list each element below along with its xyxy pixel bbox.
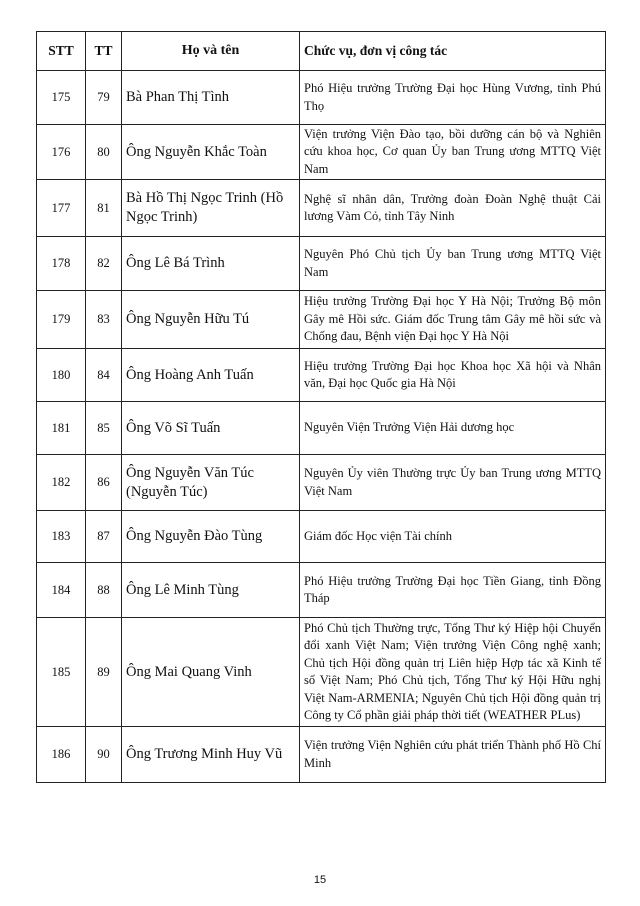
cell-tt: 83 (86, 291, 122, 349)
cell-role: Phó Chủ tịch Thường trực, Tổng Thư ký Hiệp hội Chuyển đổi xanh Việt Nam; Viện trưởng Viện Công nghệ xanh; Chủ tịch Hội đồng quản trị Liên hiệp Hợp tác xã Kinh tế số Việt Nam; Phó Chủ tịch, Tổng Thư ký Hội Hữu nghị Việt Nam-ARMENIA; Nguyên Chủ tịch Hội đồng quản trị Công ty Cổ phần giải pháp thời tiết (WEATHER PLus) (300, 618, 606, 727)
cell-name: Bà Hồ Thị Ngọc Trinh (Hồ Ngọc Trinh) (122, 180, 300, 237)
cell-stt: 175 (37, 71, 86, 125)
cell-name: Ông Nguyễn Khắc Toàn (122, 125, 300, 180)
table-row (37, 349, 606, 402)
cell-stt: 185 (37, 618, 86, 727)
table-row (37, 402, 606, 455)
table-body (37, 71, 606, 783)
cell-role: Nghệ sĩ nhân dân, Trưởng đoàn Đoàn Nghệ thuật Cải lương Vàm Cỏ, tỉnh Tây Ninh (300, 180, 606, 237)
cell-tt: 87 (86, 511, 122, 563)
header-name: Họ và tên (122, 32, 300, 71)
cell-name: Ông Lê Bá Trình (122, 237, 300, 291)
cell-name: Ông Mai Quang Vinh (122, 618, 300, 727)
table-header-row (37, 32, 606, 71)
cell-tt: 88 (86, 563, 122, 618)
table-row (37, 563, 606, 618)
cell-stt: 180 (37, 349, 86, 402)
table-row (37, 71, 606, 125)
cell-name: Ông Nguyễn Văn Túc (Nguyễn Túc) (122, 455, 300, 511)
cell-tt: 86 (86, 455, 122, 511)
cell-name: Bà Phan Thị Tình (122, 71, 300, 125)
header-stt: STT (37, 32, 86, 71)
table-row (37, 291, 606, 349)
cell-stt: 178 (37, 237, 86, 291)
roster-table (36, 31, 606, 783)
cell-role: Hiệu trưởng Trường Đại học Y Hà Nội; Trưởng Bộ môn Gây mê Hồi sức. Giám đốc Trung tâm Gây mê hồi sức và Chống đau, Bệnh viện Đại học Y Hà Nội (300, 291, 606, 349)
cell-tt: 84 (86, 349, 122, 402)
header-role: Chức vụ, đơn vị công tác (300, 32, 606, 71)
cell-role: Nguyên Phó Chủ tịch Ủy ban Trung ương MTTQ Việt Nam (300, 237, 606, 291)
table-row (37, 237, 606, 291)
cell-role: Viện trưởng Viện Đào tạo, bồi dưỡng cán bộ và Nghiên cứu khoa học, Cơ quan Ủy ban Trung ương MTTQ Việt Nam (300, 125, 606, 180)
cell-role: Phó Hiệu trưởng Trường Đại học Hùng Vương, tỉnh Phú Thọ (300, 71, 606, 125)
cell-name: Ông Trương Minh Huy Vũ (122, 727, 300, 783)
cell-stt: 181 (37, 402, 86, 455)
table-row (37, 125, 606, 180)
header-tt: TT (86, 32, 122, 71)
cell-stt: 179 (37, 291, 86, 349)
cell-tt: 81 (86, 180, 122, 237)
cell-stt: 186 (37, 727, 86, 783)
table-row (37, 511, 606, 563)
cell-tt: 82 (86, 237, 122, 291)
table-row (37, 180, 606, 237)
cell-name: Ông Võ Sĩ Tuấn (122, 402, 300, 455)
table-row (37, 618, 606, 727)
cell-stt: 183 (37, 511, 86, 563)
cell-name: Ông Hoàng Anh Tuấn (122, 349, 300, 402)
cell-name: Ông Nguyễn Hữu Tú (122, 291, 300, 349)
cell-role: Nguyên Viện Trưởng Viện Hải dương học (300, 402, 606, 455)
cell-tt: 89 (86, 618, 122, 727)
cell-name: Ông Lê Minh Tùng (122, 563, 300, 618)
cell-role: Phó Hiệu trưởng Trường Đại học Tiền Giang, tỉnh Đồng Tháp (300, 563, 606, 618)
cell-stt: 182 (37, 455, 86, 511)
cell-role: Giám đốc Học viện Tài chính (300, 511, 606, 563)
cell-tt: 90 (86, 727, 122, 783)
page-number: 15 (313, 874, 327, 886)
cell-role: Hiệu trưởng Trường Đại học Khoa học Xã hội và Nhân văn, Đại học Quốc gia Hà Nội (300, 349, 606, 402)
cell-role: Nguyên Ủy viên Thường trực Ủy ban Trung ương MTTQ Việt Nam (300, 455, 606, 511)
cell-stt: 177 (37, 180, 86, 237)
cell-stt: 184 (37, 563, 86, 618)
cell-name: Ông Nguyễn Đào Tùng (122, 511, 300, 563)
cell-tt: 80 (86, 125, 122, 180)
cell-stt: 176 (37, 125, 86, 180)
table-row (37, 727, 606, 783)
cell-tt: 85 (86, 402, 122, 455)
cell-role: Viện trưởng Viện Nghiên cứu phát triển Thành phố Hồ Chí Minh (300, 727, 606, 783)
cell-tt: 79 (86, 71, 122, 125)
table-row (37, 455, 606, 511)
